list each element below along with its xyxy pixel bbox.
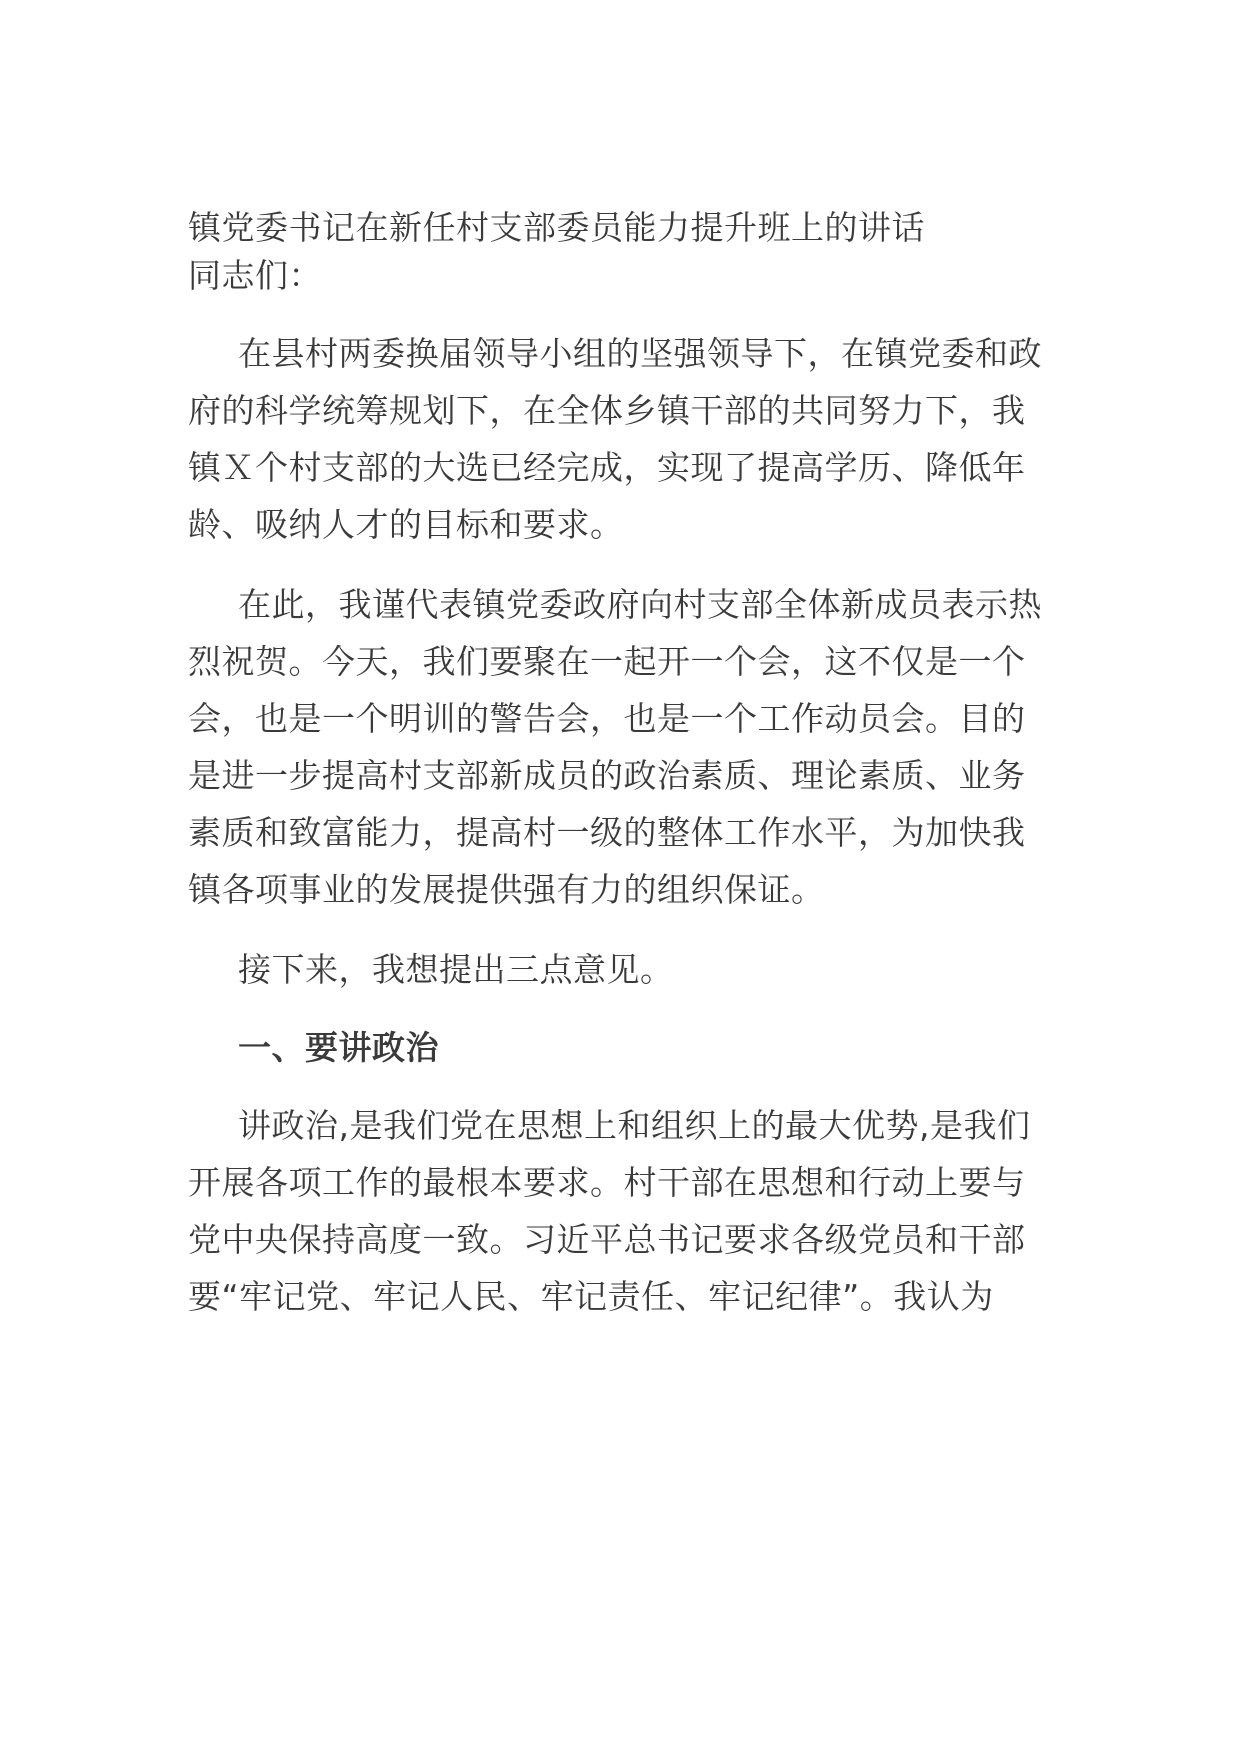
paragraph-line: 素质和致富能力，提高村一级的整体工作水平，为加快我 xyxy=(188,813,1026,852)
salutation: 同志们： xyxy=(188,256,322,295)
paragraph-line: 镇Ｘ个村支部的大选已经完成，实现了提高学历、降低年 xyxy=(188,448,1026,487)
section-heading: 一、要讲政治 xyxy=(238,1028,439,1067)
paragraph-line: 镇各项事业的发展提供强有力的组织保证。 xyxy=(188,870,825,909)
paragraph-line: 会，也是一个明训的警告会，也是一个工作动员会。目的 xyxy=(188,699,1026,738)
paragraph-line: 讲政治,是我们党在思想上和组织上的最大优势,是我们 xyxy=(238,1106,1031,1145)
paragraph-line: 开展各项工作的最根本要求。村干部在思想和行动上要与 xyxy=(188,1163,1026,1202)
paragraph-line: 是进一步提高村支部新成员的政治素质、理论素质、业务 xyxy=(188,756,1026,795)
paragraph-line: 接下来，我想提出三点意见。 xyxy=(238,950,674,989)
paragraph-line: 在此，我谨代表镇党委政府向村支部全体新成员表示热 xyxy=(238,585,1042,624)
paragraph-line: 烈祝贺。今天，我们要聚在一起开一个会，这不仅是一个 xyxy=(188,642,1026,681)
paragraph-line: 党中央保持高度一致。习近平总书记要求各级党员和干部 xyxy=(188,1220,1026,1259)
paragraph-line: 在县村两委换届领导小组的坚强领导下，在镇党委和政 xyxy=(238,334,1042,373)
paragraph-line: 龄、吸纳人才的目标和要求。 xyxy=(188,505,624,544)
paragraph-line: 要“牢记党、牢记人民、牢记责任、牢记纪律”。我认为 xyxy=(188,1277,994,1316)
document-title: 镇党委书记在新任村支部委员能力提升班上的讲话 xyxy=(188,208,925,247)
paragraph-line: 府的科学统筹规划下，在全体乡镇干部的共同努力下，我 xyxy=(188,391,1026,430)
